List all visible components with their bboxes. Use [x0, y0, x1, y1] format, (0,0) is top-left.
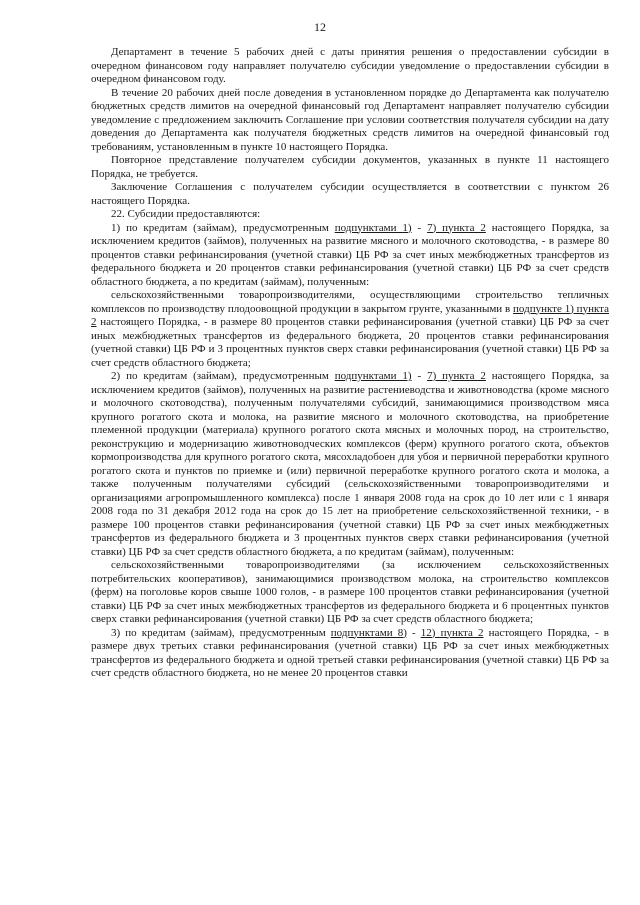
- document-body: [91, 46, 609, 681]
- cross-reference-link[interactable]: подпунктами 1): [334, 370, 412, 382]
- paragraph-p5: [91, 208, 609, 222]
- paragraph-text: -: [411, 221, 428, 234]
- paragraph-text: -: [411, 370, 428, 382]
- paragraph-text: 22. Субсидии предоставляются:: [111, 208, 261, 220]
- page-number: 12: [314, 20, 326, 34]
- paragraph-text: сельскохозяйственными товаропроизводителями, осуществляющими строительство тепличных комплексов по производству плодоовощной продукции в закрытом грунте, указанными в: [91, 289, 609, 315]
- paragraph-text: Повторное представление получателем субсидии документов, указанных в пункте 11 настоящего Порядка, не требуется.: [91, 154, 609, 180]
- cross-reference-link[interactable]: 12) пункта 2: [420, 626, 484, 639]
- paragraph-p2: [91, 87, 609, 155]
- paragraph-text: настоящего Порядка, за исключением кредитов (займов), полученных на развитие растениеводства и животноводства (кроме мясного и молочного скотоводства), полученным получателями субсидий, занимающимися производством мяса крупного рогатого скота и молока, на развитие мясного и молочного скотоводства, на приобретение племенной продукции (материала) крупного рогатого скота мясных и молочных пород, на строительство, реконструкцию и модернизацию животноводческих комплексов (ферм) крупного рогатого скота, объектов кормопроизводства для крупного рогатого скота, мясохладобоен для убоя и первичной переработки крупного рогатого скота и пунктов по приемке и (или) первичной переработке крупного рогатого скота и молока, а также полученным получателями субсидий (сельскохозяйственными товаропроизводителями и организациями агропромышленного комплекса) после 1 января 2008 года на срок до 10 лет или с 1 января 2008 года по 31 декабря 2012 года на срок до 15 лет на приобретение сельскохозяйственной техники, - в размере 100 процентов ставки рефинансирования (учетной ставки) ЦБ РФ за счет иных межбюджетных трансфертов из федерального бюджета и 3 процентных пунктов сверх ставки рефинансирования (учетной ставки) ЦБ РФ за счет средств областного бюджета, а по кредитам (займам), полученным:: [91, 370, 609, 558]
- paragraph-p7: [91, 289, 609, 370]
- paragraph-text: 2) по кредитам (займам), предусмотренным: [111, 370, 335, 382]
- paragraph-p10: [91, 627, 609, 681]
- paragraph-text: Департамент в течение 5 рабочих дней с даты принятия решения о предоставлении субсидии в очередном финансовом году направляет получателю субсидии уведомление о предоставлении субсидии в очередном финансовом году.: [91, 46, 609, 85]
- paragraph-p1: [91, 46, 609, 87]
- paragraph-p8: [91, 370, 609, 559]
- paragraph-p4: [91, 181, 609, 208]
- paragraph-p3: [91, 154, 609, 181]
- paragraph-text: Заключение Соглашения с получателем субсидии осуществляется в соответствии с пунктом 26 настоящего Порядка.: [91, 181, 609, 207]
- paragraph-text: сельскохозяйственными товаропроизводителями (за исключением сельскохозяйственных потребительских кооперативов), занимающимися производством молока, на строительство комплексов (ферм) на поголовье коров свыше 1000 голов, - в размере 100 процентов ставки рефинансирования (учетной ставки) ЦБ РФ за счет иных межбюджетных трансфертов из федерального бюджета и 6 процентных пунктов сверх ставки рефинансирования (учетной ставки) ЦБ РФ за счет средств областного бюджета;: [91, 559, 609, 625]
- cross-reference-link[interactable]: подпунктами 8): [330, 626, 407, 639]
- paragraph-text: 1) по кредитам (займам), предусмотренным: [111, 221, 335, 234]
- paragraph-text: настоящего Порядка, за исключением кредитов (займов), полученных на развитие мясного и молочного скотоводства, - в размере 80 процентов ставки рефинансирования (учетной ставки) ЦБ РФ за счет иных межбюджетных трансфертов из федерального бюджета и 20 процентов ставки рефинансирования (учетной ставки) ЦБ РФ за счет средств областного бюджета, а по кредитам (займам), полученным:: [91, 221, 609, 288]
- cross-reference-link[interactable]: 7) пункта 2: [427, 370, 486, 382]
- paragraph-p9: [91, 559, 609, 627]
- paragraph-text: настоящего Порядка, - в размере 80 процентов ставки рефинансирования (учетной ставки) ЦБ РФ за счет иных межбюджетных трансфертов из федерального бюджета, 20 процентов ставки рефинансирования (учетной ставки) ЦБ РФ и 3 процентных пунктов сверх ставки рефинансирования (учетной ставки) ЦБ РФ за счет средств областного бюджета;: [91, 316, 609, 369]
- paragraph-text: В течение 20 рабочих дней после доведения в установленном порядке до Департамента как получателю бюджетных средств лимитов на очередной финансовый год Департамент направляет получателю субсидии уведомление с предложением заключить Соглашение при условии соответствия получателя субсидии на дату доведения до Департамента как получателя бюджетных средств лимитов на очередной финансовый год требованиям, установленным в пункте 10 настоящего Порядка.: [91, 86, 609, 153]
- paragraph-text: -: [406, 626, 421, 639]
- paragraph-text: настоящего Порядка, - в размере двух третьих ставки рефинансирования (учетной ставки) ЦБ РФ за счет иных межбюджетных трансфертов из федерального бюджета и одной третьей ставки рефинансирования (учетной ставки) ЦБ РФ за счет средств областного бюджета, но не менее 20 процентов ставки: [91, 626, 609, 679]
- cross-reference-link[interactable]: 7) пункта 2: [427, 221, 486, 234]
- cross-reference-link[interactable]: подпунктами 1): [334, 221, 412, 234]
- paragraph-p6: [91, 222, 609, 290]
- paragraph-text: 3) по кредитам (займам), предусмотренным: [111, 626, 331, 639]
- cross-reference-link[interactable]: подпункте 1) пункта 2: [91, 302, 609, 328]
